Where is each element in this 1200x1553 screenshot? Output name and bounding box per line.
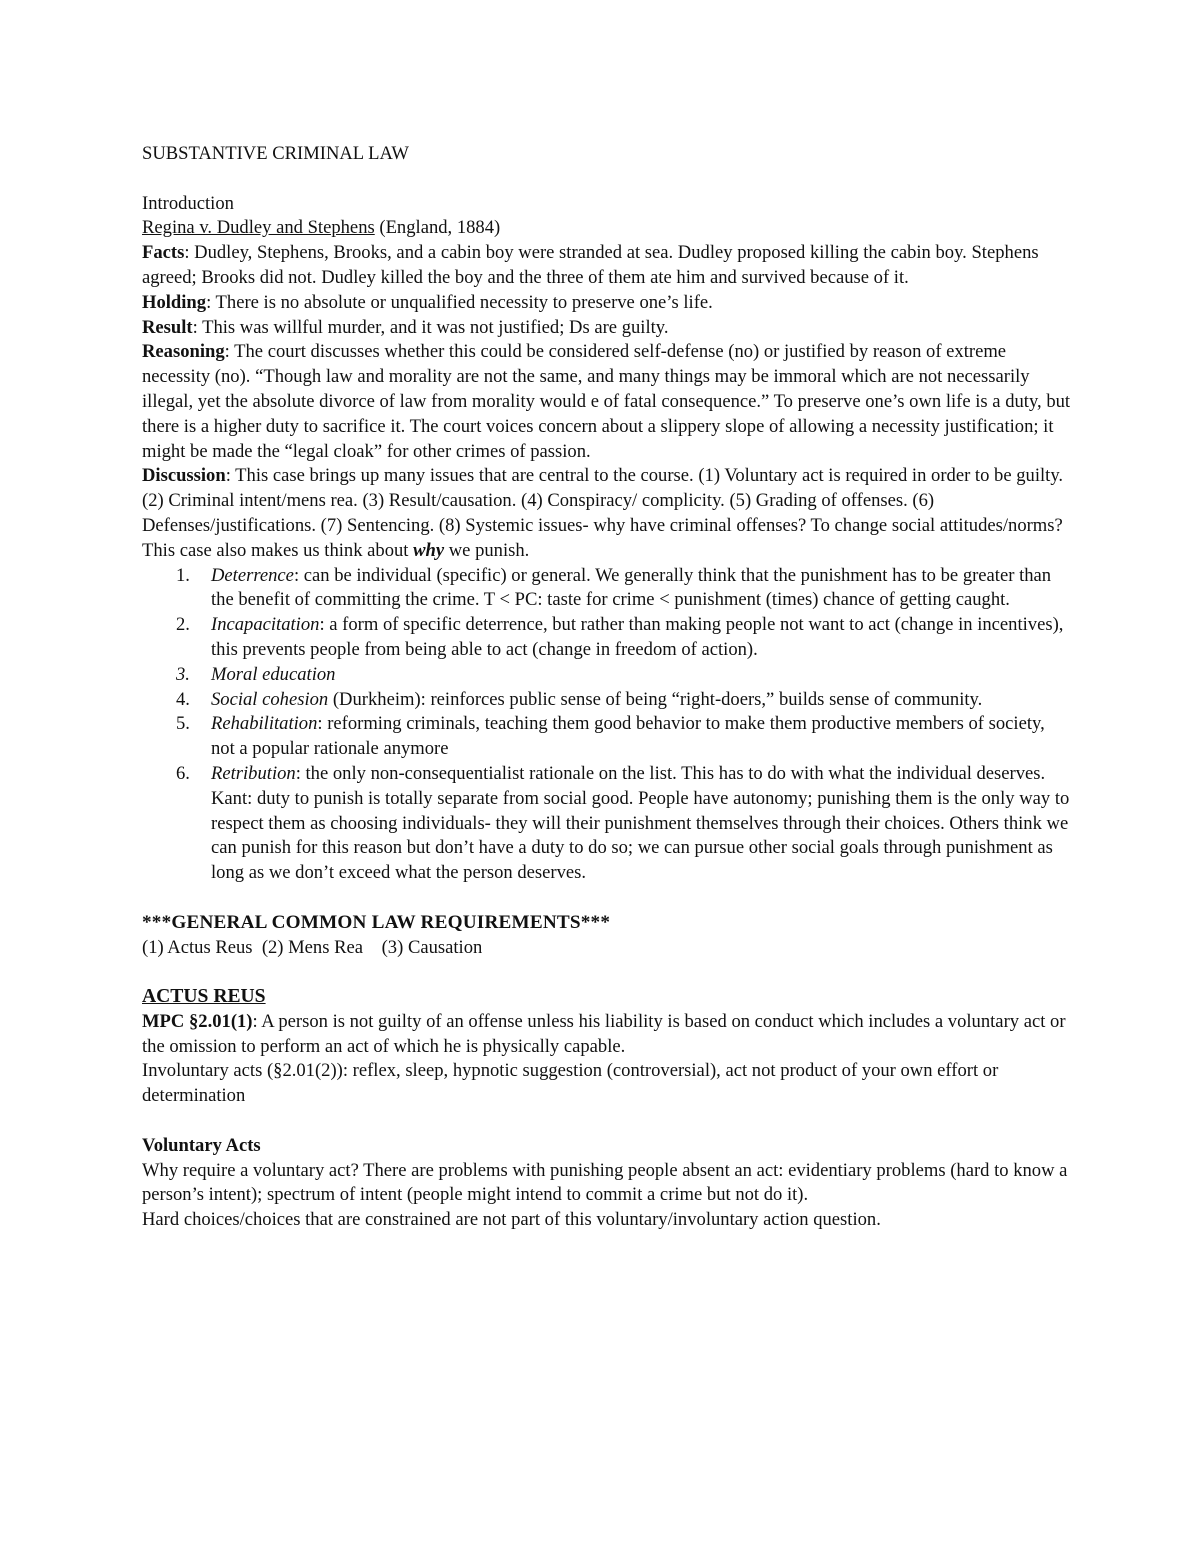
spacer: [142, 167, 1072, 192]
mpc-paragraph: [142, 1010, 1072, 1060]
case-name: Regina v. Dudley and Stephens: [142, 217, 375, 239]
why-pre: This case also makes us think about: [142, 539, 414, 561]
why-punish-line: [142, 539, 1072, 564]
list-item: [142, 688, 1072, 713]
mpc-label: MPC §2.01(1): [142, 1010, 253, 1032]
case-heading: [142, 216, 1072, 241]
list-term: Rehabilitation: [211, 713, 318, 735]
list-number: 3.: [176, 663, 190, 685]
list-number: 4.: [176, 688, 190, 710]
list-number: 1.: [176, 564, 190, 586]
list-term: Social cohesion: [211, 688, 329, 710]
list-number: 2.: [176, 614, 190, 636]
involuntary-acts-paragraph: Involuntary acts (§2.01(2)): reflex, sleep, hypnotic suggestion (controversial), act not product of your own effort or determination: [142, 1060, 999, 1107]
list-number: 6.: [176, 762, 190, 784]
spacer: [142, 886, 1072, 911]
punishment-rationales-list: [142, 564, 1072, 886]
voluntary-acts-paragraph-2: Hard choices/choices that are constrained are not part of this voluntary/involuntary action question.: [142, 1209, 881, 1231]
voluntary-acts-heading: [142, 1134, 1072, 1159]
mpc-text: : A person is not guilty of an offense unless his liability is based on conduct which includes a voluntary act or the omission to perform an act of which he is physically capable.: [142, 1010, 1066, 1057]
list-item: [142, 564, 1072, 614]
holding-paragraph: [142, 291, 1072, 316]
list-text: : a form of specific deterrence, but rather than making people not want to act (change in incentives), this prevents people from being able to act (change in freedom of action).: [211, 614, 1064, 660]
intro-heading: Introduction: [142, 192, 234, 214]
list-number: 5.: [176, 713, 190, 735]
voluntary-acts-paragraph-1: Why require a voluntary act? There are problems with punishing people absent an act: evidentiary problems (hard to know a person’s intent); spectrum of intent (people might intend to commit a crime but not do it).: [142, 1159, 1068, 1206]
result-text: : This was willful murder, and it was not justified; Ds are guilty.: [192, 316, 669, 338]
why-emphasis: why: [413, 539, 445, 561]
list-item: [142, 613, 1072, 663]
discussion-text: : This case brings up many issues that are central to the course. (1) Voluntary act is required in order to be guilty. (2) Criminal intent/mens rea. (3) Result/causation. (4) Conspiracy/ complicity. (5) Grading of offenses. (6) Defenses/justifications. (7) Sentencing. (8) Systemic issues- why have criminal offenses? To change social attitudes/norms?: [142, 465, 1064, 536]
list-item: [142, 712, 1072, 762]
holding-label: Holding: [142, 291, 207, 313]
list-text: : reforming criminals, teaching them good behavior to make them productive members of society, not a popular rationale anymore: [211, 713, 1045, 760]
list-item: [142, 762, 1072, 886]
case-cite: (England, 1884): [374, 217, 501, 239]
discussion-label: Discussion: [142, 465, 226, 487]
document-title: SUBSTANTIVE CRIMINAL LAW: [142, 143, 409, 164]
facts-text: : Dudley, Stephens, Brooks, and a cabin boy were stranded at sea. Dudley proposed killing the cabin boy. Stephens agreed; Brooks did not. Dudley killed the boy and the three of them ate him and survived because of it.: [142, 242, 1039, 288]
facts-label: Facts: [142, 242, 185, 264]
list-item: [142, 663, 1072, 688]
spacer: [142, 960, 1072, 985]
result-paragraph: [142, 316, 1072, 341]
general-requirements-items: (1) Actus Reus (2) Mens Rea (3) Causation: [142, 936, 483, 958]
voluntary-acts-heading-text: Voluntary Acts: [142, 1134, 261, 1156]
list-text: : can be individual (specific) or general. We generally think that the punishment has to be greater than the benefit of committing the crime. T < PC: taste for crime < punishment (times) chance of getting caught.: [211, 564, 1052, 611]
document-page: [142, 142, 1072, 1233]
list-term: Deterrence: [211, 564, 294, 586]
list-term: Incapacitation: [211, 614, 320, 636]
list-text: (Durkheim): reinforces public sense of being “right-doers,” builds sense of community.: [328, 688, 983, 710]
result-label: Result: [142, 316, 193, 338]
why-post: we punish.: [444, 539, 530, 561]
list-term: Retribution: [211, 762, 296, 784]
general-requirements-heading: ***GENERAL COMMON LAW REQUIREMENTS***: [142, 911, 611, 933]
reasoning-paragraph: [142, 340, 1072, 464]
list-text: : the only non-consequentialist rationale on the list. This has to do with what the individual deserves. Kant: duty to punish is totally separate from social good. People have autonomy; punishing them is the only way to respect them as choosing individuals- they will their punishment themselves through their choices. Others think we can punish for this reason but don’t have a duty to do so; we can pursue other social goals through punishment as long as we don’t exceed what the person deserves.: [211, 762, 1070, 884]
holding-text: : There is no absolute or unqualified necessity to preserve one’s life.: [206, 291, 713, 313]
reasoning-label: Reasoning: [142, 341, 225, 363]
facts-paragraph: [142, 241, 1072, 291]
spacer: [142, 1109, 1072, 1134]
list-term: Moral education: [211, 663, 336, 685]
actus-reus-heading: ACTUS REUS: [142, 986, 266, 1008]
discussion-paragraph: [142, 464, 1072, 538]
reasoning-text: : The court discusses whether this could be considered self-defense (no) or justified by reason of extreme necessity (no). “Though law and morality are not the same, and many things may be immoral which are not necessarily illegal, yet the absolute divorce of law from morality would e of fatal consequence.” To preserve one’s own life is a duty, but there is a higher duty to sacrifice it. The court voices concern about a slippery slope of allowing a necessity justification; it might be made the “legal cloak” for other crimes of passion.: [142, 341, 1071, 462]
